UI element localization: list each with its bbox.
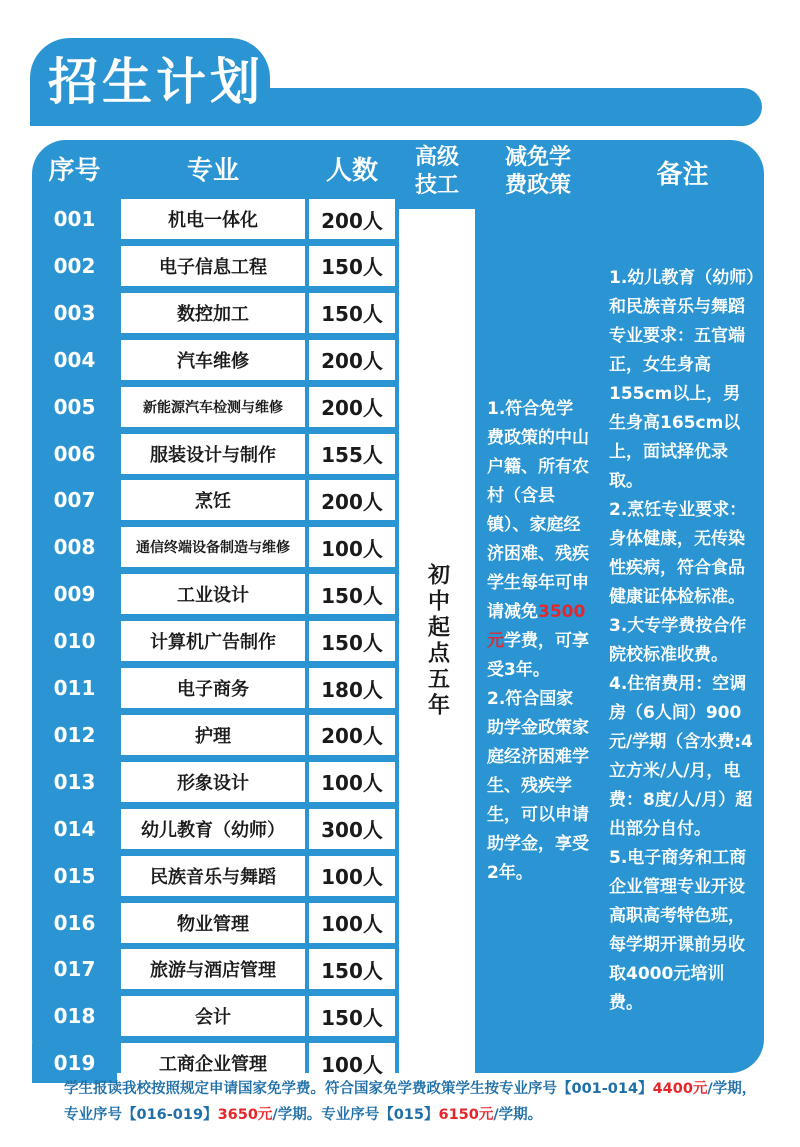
footnote-c: /学期。专业序号【015】 xyxy=(272,1107,439,1123)
row-major: 民族音乐与舞蹈 xyxy=(121,856,305,896)
row-no: 012 xyxy=(32,715,117,755)
row-no: 007 xyxy=(32,480,117,520)
row-count: 200人 xyxy=(309,340,395,380)
row-major: 电子商务 xyxy=(121,668,305,708)
row-no: 010 xyxy=(32,621,117,661)
row-no: 019 xyxy=(32,1043,117,1083)
policy-item-1: 1.符合免学费政策的中山户籍、所有农村（含县镇）、家庭经济困难、残疾学生每年可申请减免 xyxy=(487,398,589,622)
row-no: 016 xyxy=(32,903,117,943)
remarks-column xyxy=(601,209,764,1073)
header-policy-line2: 费政策 xyxy=(504,173,571,198)
remark-3: 3.大专学费按合作院校标准收费。 xyxy=(609,616,747,665)
row-major: 工商企业管理 xyxy=(121,1043,305,1083)
page-title: 招生计划 xyxy=(48,53,264,111)
row-count: 200人 xyxy=(309,480,395,520)
header-level-line1: 高级 xyxy=(414,145,459,170)
row-count: 200人 xyxy=(309,715,395,755)
row-no: 005 xyxy=(32,387,117,427)
row-no: 008 xyxy=(32,527,117,567)
header-no: 序号 xyxy=(48,155,101,186)
row-count: 150人 xyxy=(309,621,395,661)
header-level-line2: 技工 xyxy=(414,173,459,198)
row-no: 015 xyxy=(32,856,117,896)
row-no: 002 xyxy=(32,246,117,286)
header-major: 专业 xyxy=(186,155,239,186)
footnote xyxy=(30,1076,770,1128)
row-count: 150人 xyxy=(309,246,395,286)
policy-item-1-end: 学费，可享受3年。 xyxy=(487,630,589,680)
enrollment-table xyxy=(32,140,764,1077)
footnote-b: /学期，专业序号【016-019】 xyxy=(64,1081,757,1123)
row-no: 014 xyxy=(32,809,117,849)
row-major: 汽车维修 xyxy=(121,340,305,380)
row-major: 烹饪 xyxy=(121,480,305,520)
remark-1: 1.幼儿教育（幼师）和民族音乐与舞蹈专业要求：五官端正，女生身高155cm以上，男生身高165cm以上，面试择优录取。 xyxy=(609,268,755,491)
row-count: 155人 xyxy=(309,434,395,474)
header-level xyxy=(399,140,475,204)
policy-column xyxy=(479,209,597,1073)
row-major: 幼儿教育（幼师） xyxy=(121,809,305,849)
footnote-a-amount: 4400元 xyxy=(652,1081,708,1097)
row-no: 013 xyxy=(32,762,117,802)
header-remark: 备注 xyxy=(656,159,709,190)
level-column xyxy=(399,209,475,1073)
footnote-a: 学生报读我校按照规定申请国家免学费。符合国家免学费政策学生按专业序号【001-014】 xyxy=(64,1081,653,1097)
row-major: 电子信息工程 xyxy=(121,246,305,286)
row-major: 通信终端设备制造与维修 xyxy=(121,527,305,567)
remarks-text xyxy=(609,264,756,1018)
row-major: 旅游与酒店管理 xyxy=(121,949,305,989)
remark-2: 2.烹饪专业要求：身体健康，无传染性疾病，符合食品健康证体检标准。 xyxy=(609,500,747,607)
row-no: 017 xyxy=(32,949,117,989)
row-count: 300人 xyxy=(309,809,395,849)
row-count: 100人 xyxy=(309,903,395,943)
row-major: 机电一体化 xyxy=(121,199,305,239)
policy-text xyxy=(487,395,589,888)
row-major: 新能源汽车检测与维修 xyxy=(121,387,305,427)
row-major: 会计 xyxy=(121,996,305,1036)
row-count: 200人 xyxy=(309,387,395,427)
row-count: 180人 xyxy=(309,668,395,708)
row-no: 006 xyxy=(32,434,117,474)
row-count: 150人 xyxy=(309,996,395,1036)
row-count: 150人 xyxy=(309,949,395,989)
row-major: 服装设计与制作 xyxy=(121,434,305,474)
row-no: 003 xyxy=(32,293,117,333)
row-count: 100人 xyxy=(309,762,395,802)
row-count: 150人 xyxy=(309,574,395,614)
row-count: 100人 xyxy=(309,856,395,896)
row-major: 计算机广告制作 xyxy=(121,621,305,661)
remark-4: 4.住宿费用：空调房（6人间）900元/学期（含水费:4立方米/人/月，电费：8度/人/月）超出部分自付。 xyxy=(609,674,753,839)
policy-item-2: 2.符合国家助学金政策家庭经济困难学生、残疾学生，可以申请助学金，享受2年。 xyxy=(487,688,589,883)
header-policy-line1: 减免学 xyxy=(504,145,571,170)
row-no: 001 xyxy=(32,199,117,239)
row-count: 150人 xyxy=(309,293,395,333)
row-no: 009 xyxy=(32,574,117,614)
remark-5: 5.电子商务和工商企业管理专业开设高职高考特色班，每学期开课前另收取4000元培训费。 xyxy=(609,848,747,1013)
footnote-d: /学期。 xyxy=(493,1107,543,1123)
row-major: 物业管理 xyxy=(121,903,305,943)
row-count: 100人 xyxy=(309,1043,395,1083)
header-count: 人数 xyxy=(325,155,378,186)
row-major: 护理 xyxy=(121,715,305,755)
footnote-c-amount: 6150元 xyxy=(438,1107,494,1123)
row-major: 数控加工 xyxy=(121,293,305,333)
row-no: 004 xyxy=(32,340,117,380)
footnote-b-amount: 3650元 xyxy=(217,1107,273,1123)
row-no: 011 xyxy=(32,668,117,708)
row-count: 200人 xyxy=(309,199,395,239)
policy-amount: 3500元 xyxy=(487,601,586,651)
level-text: 初中起点五年 xyxy=(424,563,450,719)
row-major: 形象设计 xyxy=(121,762,305,802)
row-count: 100人 xyxy=(309,527,395,567)
footnote-line xyxy=(30,1076,770,1128)
header-policy xyxy=(479,140,597,204)
row-major: 工业设计 xyxy=(121,574,305,614)
row-no: 018 xyxy=(32,996,117,1036)
